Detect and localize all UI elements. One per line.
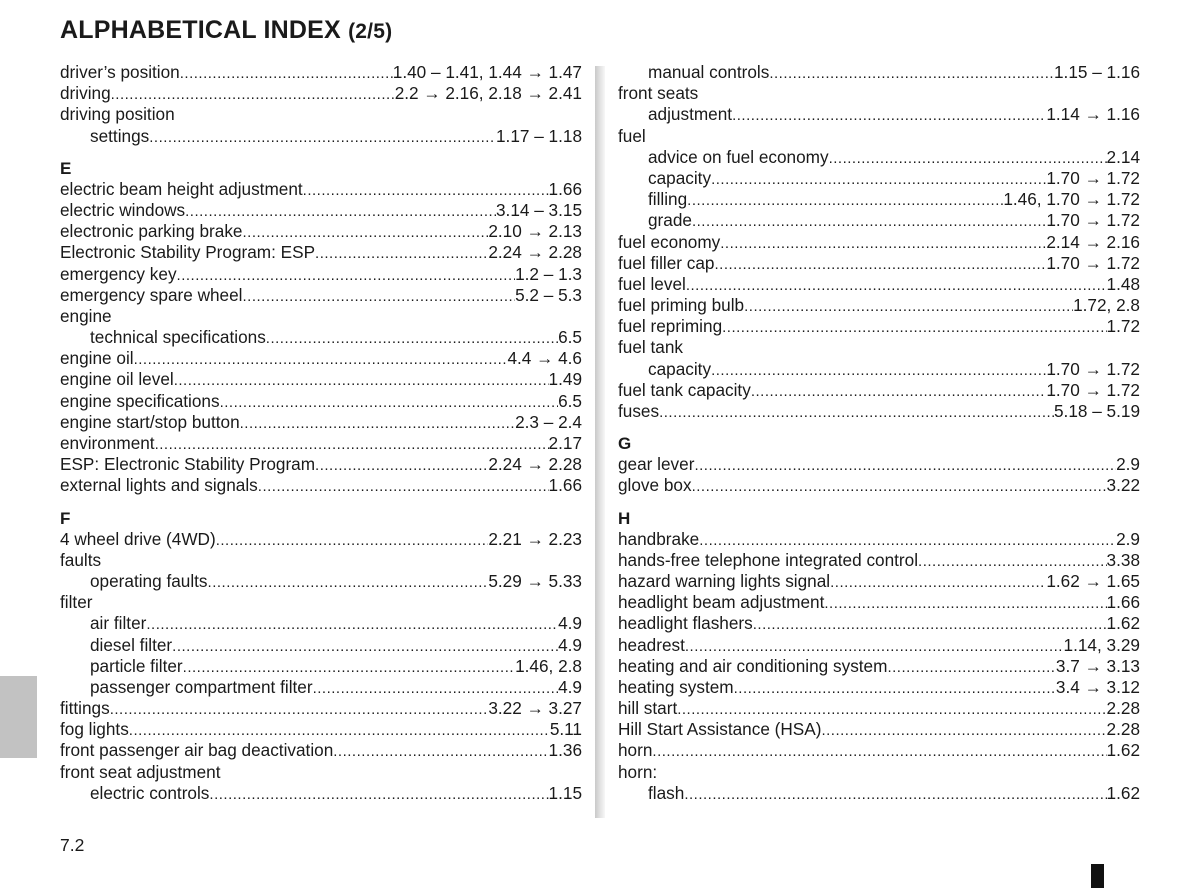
index-entry (618, 126, 1140, 147)
entry-pages: 1.66 (1106, 592, 1140, 613)
entry-text: fuel filler cap (618, 252, 715, 273)
entry-text: front passenger air bag deactivation (60, 740, 334, 761)
section-tab-marker (0, 676, 37, 758)
entry-text: faults (60, 549, 102, 570)
index-entry (60, 221, 582, 242)
column-divider (595, 66, 605, 818)
leader-dots (821, 720, 1106, 741)
leader-dots (732, 105, 1046, 126)
entry-pages: 1.14, 3.29 (1063, 634, 1140, 655)
entry-text: driver’s position (60, 62, 180, 82)
index-entry (60, 306, 582, 327)
index-entry (60, 62, 582, 83)
index-entry (618, 592, 1140, 613)
entry-pages: 1.66 (548, 178, 582, 199)
index-subentry (618, 104, 1140, 125)
leader-dots (692, 211, 1046, 232)
entry-pages: 1.72 (1106, 316, 1140, 337)
index-entry (60, 740, 582, 761)
leader-dots (174, 370, 549, 391)
index-entry (60, 285, 582, 306)
entry-pages: 5.29 → 5.33 (488, 570, 582, 591)
page-title-sub: (2/5) (348, 20, 393, 43)
entry-text: settings (90, 125, 150, 146)
index-entry (618, 613, 1140, 634)
entry-text: glove box (618, 475, 692, 496)
entry-text: Electronic Stability Program: ESP (60, 242, 316, 263)
index-entry (618, 401, 1140, 422)
leader-dots (134, 349, 508, 370)
entry-text: environment (60, 433, 155, 453)
index-entry (618, 719, 1140, 740)
corner-registration-mark (1091, 864, 1104, 888)
entry-text: horn (618, 740, 653, 761)
leader-dots (711, 169, 1046, 190)
index-entry (618, 571, 1140, 592)
leader-dots (146, 614, 558, 635)
entry-text: external lights and signals (60, 475, 258, 496)
leader-dots (149, 127, 496, 148)
index-entry (60, 83, 582, 104)
index-subentry (618, 783, 1140, 804)
entry-pages: 2.9 (1116, 528, 1140, 549)
entry-text: diesel filter (90, 634, 173, 655)
entry-text: hill start (618, 698, 678, 719)
entry-text: engine specifications (60, 390, 220, 411)
leader-dots (183, 657, 515, 678)
entry-pages: 1.70 → 1.72 (1046, 358, 1140, 379)
leader-dots (699, 530, 1116, 551)
index-entry (618, 295, 1140, 316)
entry-text: electric beam height adjustment (60, 178, 303, 199)
leader-dots (110, 699, 489, 720)
index-entry (618, 232, 1140, 253)
entry-text: filter (60, 592, 93, 613)
entry-text: front seats (618, 83, 699, 104)
entry-text: particle filter (90, 655, 183, 676)
index-entry (60, 433, 582, 454)
entry-pages: 3.7 → 3.13 (1055, 655, 1140, 676)
entry-text: heating and air conditioning system (618, 655, 888, 676)
entry-text: advice on fuel economy (648, 146, 829, 167)
leader-dots (751, 381, 1047, 402)
entry-text: emergency spare wheel (60, 284, 243, 305)
entry-text: hazard warning lights signal (618, 570, 831, 591)
index-entry (618, 550, 1140, 571)
entry-pages: 1.70 → 1.72 (1046, 379, 1140, 400)
page-title-main: ALPHABETICAL INDEX (60, 16, 341, 44)
leader-dots (734, 678, 1056, 699)
entry-pages: 2.28 (1106, 719, 1140, 740)
entry-pages: 1.15 – 1.16 (1053, 62, 1140, 82)
index-entry (618, 740, 1140, 761)
page-number: 7.2 (60, 835, 85, 855)
entry-pages: 2.14 (1106, 146, 1140, 167)
index-subentry (60, 613, 582, 634)
entry-pages: 1.62 → 1.65 (1046, 570, 1140, 591)
leader-dots (744, 296, 1073, 317)
index-entry (60, 529, 582, 550)
entry-text: capacity (648, 167, 712, 188)
leader-dots (313, 678, 559, 699)
entry-text: ESP: Electronic Stability Program (60, 454, 316, 475)
entry-pages: 2.17 (548, 433, 582, 453)
leader-dots (177, 265, 516, 286)
entry-pages: 2.21 → 2.23 (488, 528, 582, 549)
entry-text: air filter (90, 613, 147, 634)
leader-dots (652, 741, 1106, 762)
entry-text: operating faults (90, 570, 208, 591)
entry-text: fuel repriming (618, 316, 723, 337)
index-subentry (618, 147, 1140, 168)
index-subentry (60, 327, 582, 348)
index-entry (60, 104, 582, 125)
entry-text: filling (648, 189, 688, 210)
leader-dots (694, 455, 1116, 476)
index-subentry (618, 168, 1140, 189)
entry-text: driving (60, 83, 111, 104)
entry-pages: 2.14 → 2.16 (1046, 231, 1140, 252)
leader-dots (155, 434, 549, 455)
index-entry (618, 475, 1140, 496)
entry-pages: 2.9 (1116, 454, 1140, 475)
section-letter: E (60, 158, 72, 178)
leader-dots (829, 148, 1107, 169)
entry-text: fuel tank (618, 337, 683, 358)
leader-dots (220, 392, 559, 413)
entry-pages: 1.70 → 1.72 (1046, 167, 1140, 188)
entry-text: front seat adjustment (60, 761, 221, 782)
entry-pages: 2.2 → 2.16, 2.18 → 2.41 (394, 83, 582, 104)
index-subentry (60, 126, 582, 147)
entry-text: grade (648, 210, 692, 231)
entry-pages: 2.10 → 2.13 (488, 221, 582, 242)
section-letter: F (60, 508, 71, 528)
leader-dots (685, 636, 1064, 657)
entry-pages: 1.62 (1106, 613, 1140, 634)
entry-pages: 6.5 (558, 327, 582, 348)
entry-text: technical specifications (90, 327, 266, 348)
entry-pages: 1.72, 2.8 (1073, 295, 1140, 316)
entry-pages: 6.5 (558, 390, 582, 411)
leader-dots (185, 201, 496, 222)
index-entry (60, 179, 582, 200)
index-subentry (618, 210, 1140, 231)
leader-dots (722, 317, 1106, 338)
leader-dots (918, 551, 1107, 572)
index-entry (618, 253, 1140, 274)
index-entry (618, 656, 1140, 677)
entry-text: fuel tank capacity (618, 379, 751, 400)
entry-pages: 1.70 → 1.72 (1046, 252, 1140, 273)
entry-text: fittings (60, 698, 110, 719)
entry-text: engine oil (60, 348, 134, 369)
leader-dots (824, 593, 1106, 614)
entry-pages: 2.3 – 2.4 (515, 411, 582, 432)
entry-text: capacity (648, 358, 712, 379)
entry-text: engine oil level (60, 369, 174, 390)
entry-pages: 2.24 → 2.28 (488, 454, 582, 475)
leader-dots (769, 63, 1054, 84)
leader-dots (240, 413, 515, 434)
entry-text: handbrake (618, 528, 700, 549)
leader-dots (216, 530, 489, 551)
index-subentry (618, 189, 1140, 210)
entry-pages: 1.40 – 1.41, 1.44 → 1.47 (392, 62, 582, 82)
index-entry (60, 242, 582, 263)
leader-dots (208, 572, 489, 593)
index-subentry (60, 571, 582, 592)
leader-dots (315, 243, 488, 264)
entry-pages: 5.18 – 5.19 (1053, 401, 1140, 421)
entry-text: flash (648, 782, 685, 803)
leader-dots (111, 84, 395, 105)
leader-dots (333, 741, 548, 762)
index-entry (60, 264, 582, 285)
entry-text: emergency key (60, 263, 177, 284)
entry-text: adjustment (648, 104, 733, 125)
leader-dots (715, 254, 1047, 275)
index-entry (60, 592, 582, 613)
index-subentry (60, 677, 582, 698)
leader-dots (687, 190, 1003, 211)
index-entry (618, 83, 1140, 104)
leader-dots (711, 360, 1046, 381)
entry-pages: 2.28 (1106, 698, 1140, 719)
entry-pages: 1.62 (1106, 782, 1140, 803)
index-entry (60, 391, 582, 412)
entry-text: fuel level (618, 273, 686, 294)
entry-text: manual controls (648, 62, 770, 82)
index-subentry (60, 783, 582, 804)
index-entry (618, 762, 1140, 783)
index-entry (60, 369, 582, 390)
leader-dots (129, 720, 550, 741)
index-column-right (618, 62, 1140, 804)
entry-text: electronic parking brake (60, 221, 243, 242)
index-subentry (618, 359, 1140, 380)
leader-dots (659, 402, 1054, 423)
index-entry (618, 698, 1140, 719)
entry-pages: 4.4 → 4.6 (507, 348, 582, 369)
entry-pages: 1.17 – 1.18 (495, 125, 582, 146)
leader-dots (753, 614, 1107, 635)
entry-text: Hill Start Assistance (HSA) (618, 719, 822, 740)
entry-text: electric windows (60, 199, 186, 220)
entry-pages: 4.9 (558, 613, 582, 634)
entry-pages: 5.2 – 5.3 (515, 284, 582, 305)
entry-pages: 1.36 (548, 740, 582, 761)
index-entry (618, 454, 1140, 475)
leader-dots (686, 275, 1107, 296)
entry-text: hands-free telephone integrated control (618, 549, 919, 570)
leader-dots (172, 636, 558, 657)
entry-text: driving position (60, 104, 175, 125)
section-letter: H (618, 508, 631, 528)
entry-text: 4 wheel drive (4WD) (60, 528, 216, 549)
entry-pages: 3.22 → 3.27 (488, 698, 582, 719)
entry-pages: 1.48 (1106, 273, 1140, 294)
page-title (60, 16, 392, 45)
leader-dots (303, 180, 549, 201)
index-entry (60, 454, 582, 475)
entry-pages: 3.4 → 3.12 (1055, 676, 1140, 697)
index-entry (60, 348, 582, 369)
entry-pages: 2.24 → 2.28 (488, 242, 582, 263)
index-entry (60, 550, 582, 571)
leader-dots (887, 657, 1055, 678)
leader-dots (677, 699, 1106, 720)
entry-pages: 1.46, 2.8 (515, 655, 582, 676)
entry-pages: 1.70 → 1.72 (1046, 210, 1140, 231)
entry-pages: 1.2 – 1.3 (515, 263, 582, 284)
entry-text: fuel (618, 125, 646, 146)
entry-text: passenger compartment filter (90, 676, 313, 697)
leader-dots (692, 476, 1107, 497)
entry-pages: 3.38 (1106, 549, 1140, 570)
entry-text: fog lights (60, 719, 129, 740)
index-subentry (618, 62, 1140, 83)
index-entry (618, 274, 1140, 295)
entry-pages: 3.14 – 3.15 (495, 199, 582, 220)
entry-pages: 1.66 (548, 475, 582, 496)
leader-dots (209, 784, 548, 805)
entry-pages: 4.9 (558, 634, 582, 655)
entry-text: electric controls (90, 782, 210, 803)
entry-text: gear lever (618, 454, 695, 475)
index-entry (60, 762, 582, 783)
leader-dots (830, 572, 1046, 593)
entry-pages: 4.9 (558, 676, 582, 697)
entry-text: engine (60, 305, 112, 326)
index-entry (60, 698, 582, 719)
index-entry (618, 529, 1140, 550)
index-entry (618, 635, 1140, 656)
leader-dots (242, 222, 488, 243)
index-entry (618, 677, 1140, 698)
entry-text: fuel priming bulb (618, 295, 745, 316)
index-entry (618, 337, 1140, 358)
entry-text: engine start/stop button (60, 411, 240, 432)
entry-pages: 1.46, 1.70 → 1.72 (1003, 189, 1140, 210)
entry-text: fuel economy (618, 231, 721, 252)
entry-pages: 1.14 → 1.16 (1046, 104, 1140, 125)
entry-pages: 5.11 (549, 719, 582, 740)
index-entry (60, 719, 582, 740)
index-subentry (60, 656, 582, 677)
entry-text: headrest (618, 634, 685, 655)
leader-dots (180, 63, 393, 84)
entry-pages: 1.15 (548, 782, 582, 803)
index-entry (618, 316, 1140, 337)
entry-text: horn: (618, 761, 658, 782)
index-column-left (60, 62, 582, 804)
entry-text: headlight beam adjustment (618, 592, 825, 613)
entry-text: headlight flashers (618, 613, 753, 634)
index-entry (618, 380, 1140, 401)
entry-pages: 1.62 (1106, 740, 1140, 761)
index-entry (60, 412, 582, 433)
section-letter: G (618, 434, 632, 454)
leader-dots (315, 455, 488, 476)
entry-text: fuses (618, 401, 660, 421)
entry-pages: 1.49 (548, 369, 582, 390)
leader-dots (684, 784, 1106, 805)
leader-dots (266, 328, 558, 349)
index-entry (60, 475, 582, 496)
entry-pages: 3.22 (1106, 475, 1140, 496)
index-subentry (60, 635, 582, 656)
index-entry (60, 200, 582, 221)
leader-dots (258, 476, 549, 497)
leader-dots (242, 286, 515, 307)
leader-dots (720, 233, 1046, 254)
entry-text: heating system (618, 676, 734, 697)
